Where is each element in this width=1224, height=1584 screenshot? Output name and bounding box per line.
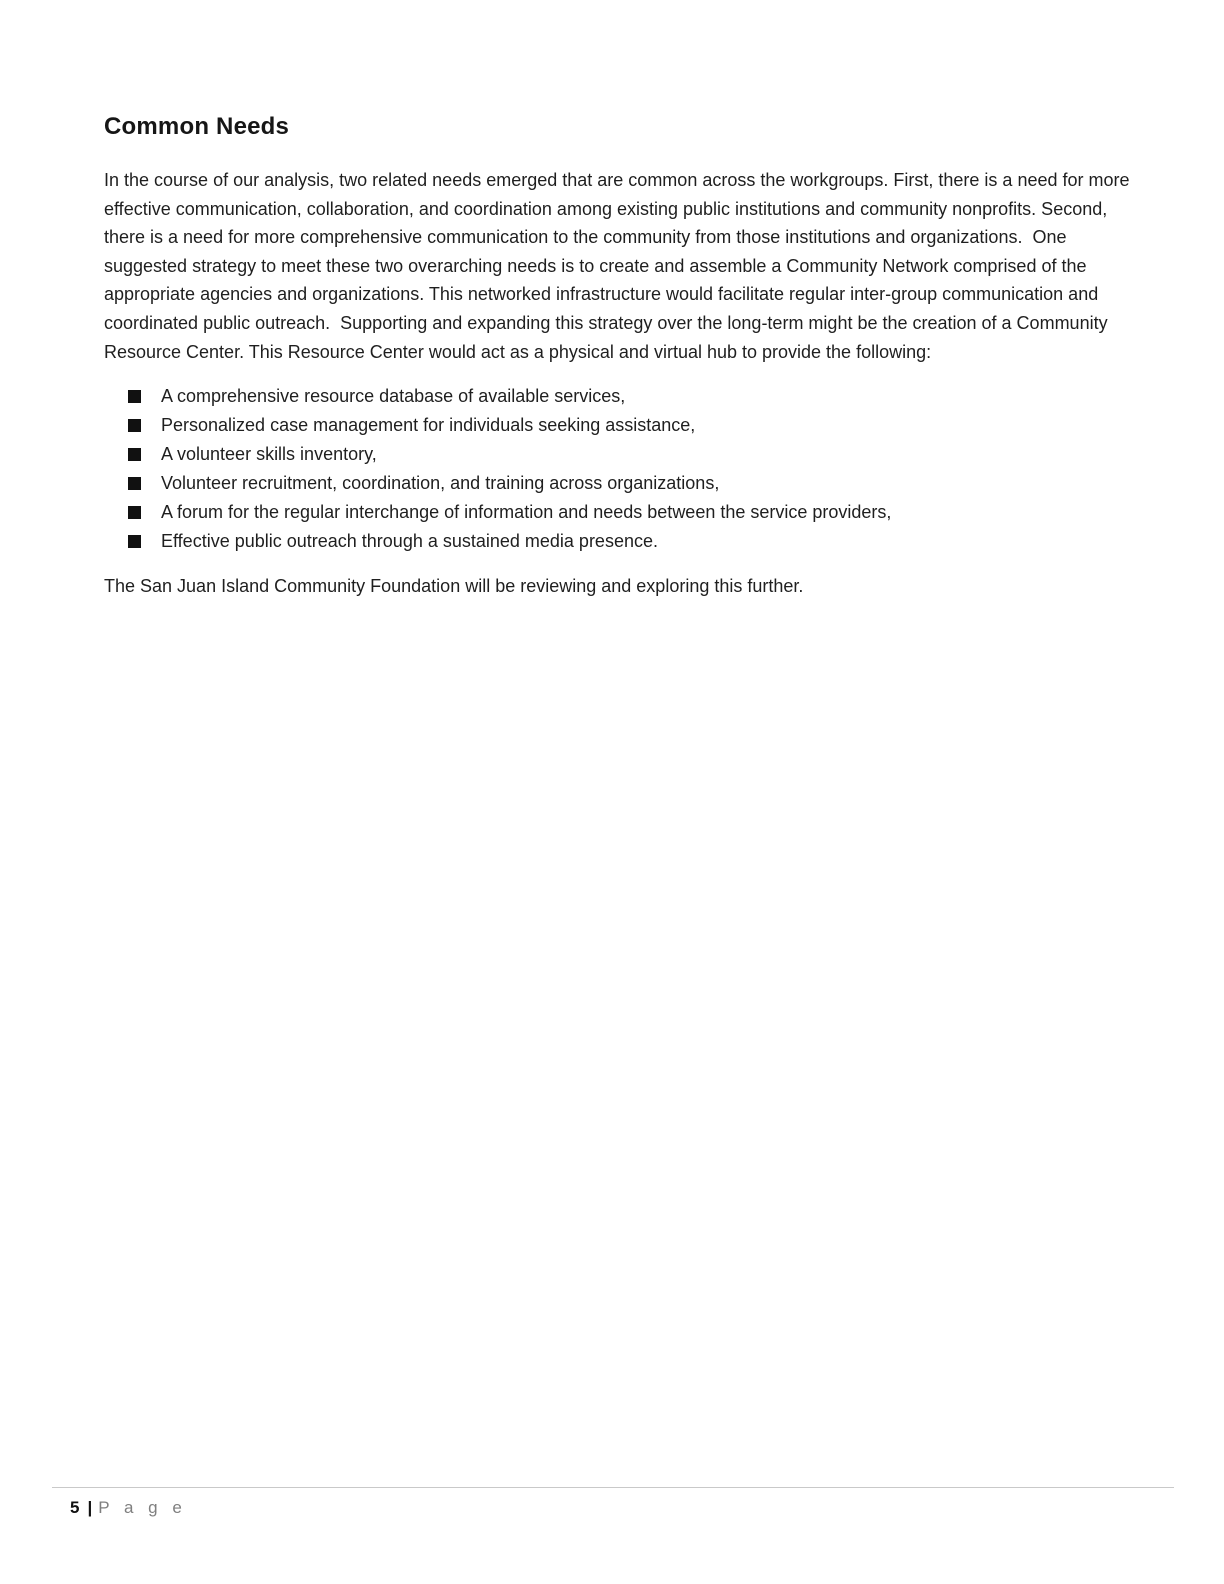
square-bullet-icon [128,390,141,403]
list-item-text: Volunteer recruitment, coordination, and training across organizations, [161,473,720,494]
footer-page-label: P a g e [98,1498,187,1517]
square-bullet-icon [128,448,141,461]
list-item [104,498,1138,527]
needs-bullet-list [104,382,1138,556]
list-item-text: Personalized case management for individuals seeking assistance, [161,415,696,436]
footer-divider [52,1487,1174,1488]
page-content [104,112,1138,601]
list-item-text: A volunteer skills inventory, [161,444,377,465]
page-footer [70,1498,187,1518]
footer-separator: | [87,1498,93,1517]
list-item [104,411,1138,440]
page-number: 5 [70,1498,80,1517]
closing-paragraph: The San Juan Island Community Foundation will be reviewing and exploring this further. [104,576,804,597]
list-item-text: A forum for the regular interchange of information and needs between the service providers, [161,502,892,523]
list-item-text: A comprehensive resource database of available services, [161,386,626,407]
square-bullet-icon [128,477,141,490]
list-item-text: Effective public outreach through a sustained media presence. [161,531,658,552]
intro-paragraph: In the course of our analysis, two related needs emerged that are common across the workgroups. First, there is a need for more effective communication, collaboration, and coordination among existing public institutions and community nonprofits. Second, there is a need for more comprehensive communication to the community from those institutions and organizations. One suggested strategy to meet these two overarching needs is to create and assemble a Community Network comprised of the appropriate agencies and organizations. This networked infrastructure would facilitate regular inter-group communication and coordinated public outreach. Supporting and expanding this strategy over the long-term might be the creation of a Community Resource Center. This Resource Center would act as a physical and virtual hub to provide the following: [104,170,1135,362]
list-item [104,469,1138,498]
list-item [104,440,1138,469]
square-bullet-icon [128,506,141,519]
square-bullet-icon [128,419,141,432]
list-item [104,382,1138,411]
list-item [104,527,1138,556]
square-bullet-icon [128,535,141,548]
section-heading: Common Needs [104,113,290,140]
